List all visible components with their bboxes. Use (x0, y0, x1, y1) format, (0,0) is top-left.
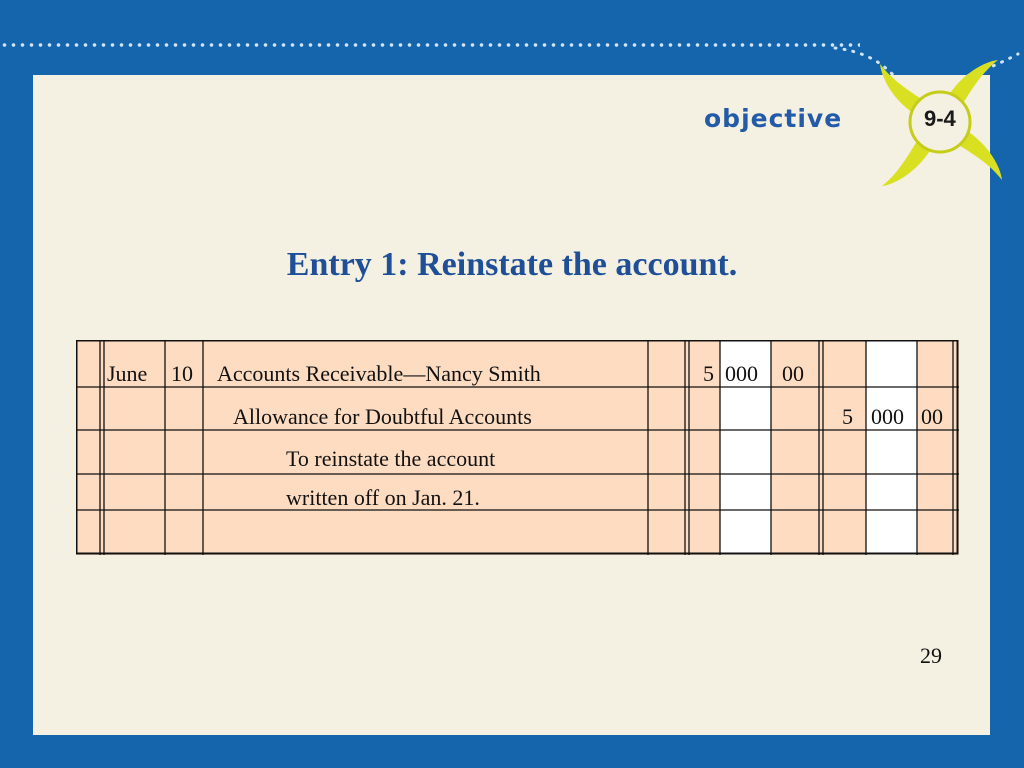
page-number: 29 (920, 643, 942, 668)
objective-number: 9-4 (924, 106, 956, 131)
debit-thousands: 5 (703, 361, 714, 386)
date-month: June (107, 361, 148, 386)
decorative-dotted-line (0, 42, 860, 48)
credit-thousands: 5 (842, 404, 853, 429)
general-journal (76, 340, 959, 555)
credit-cents: 00 (921, 404, 943, 429)
entry-explanation: To reinstate the account (286, 446, 496, 471)
date-day: 10 (171, 361, 193, 386)
entry-explanation: written off on Jan. 21. (286, 485, 480, 510)
account-title: Allowance for Doubtful Accounts (233, 404, 532, 429)
objective-label: objective (704, 104, 843, 133)
credit-hundreds: 000 (871, 404, 904, 429)
account-title: Accounts Receivable—Nancy Smith (217, 361, 541, 386)
debit-hundreds: 000 (725, 361, 758, 386)
slide-title: Entry 1: Reinstate the account. (286, 246, 738, 283)
debit-cents: 00 (782, 361, 804, 386)
